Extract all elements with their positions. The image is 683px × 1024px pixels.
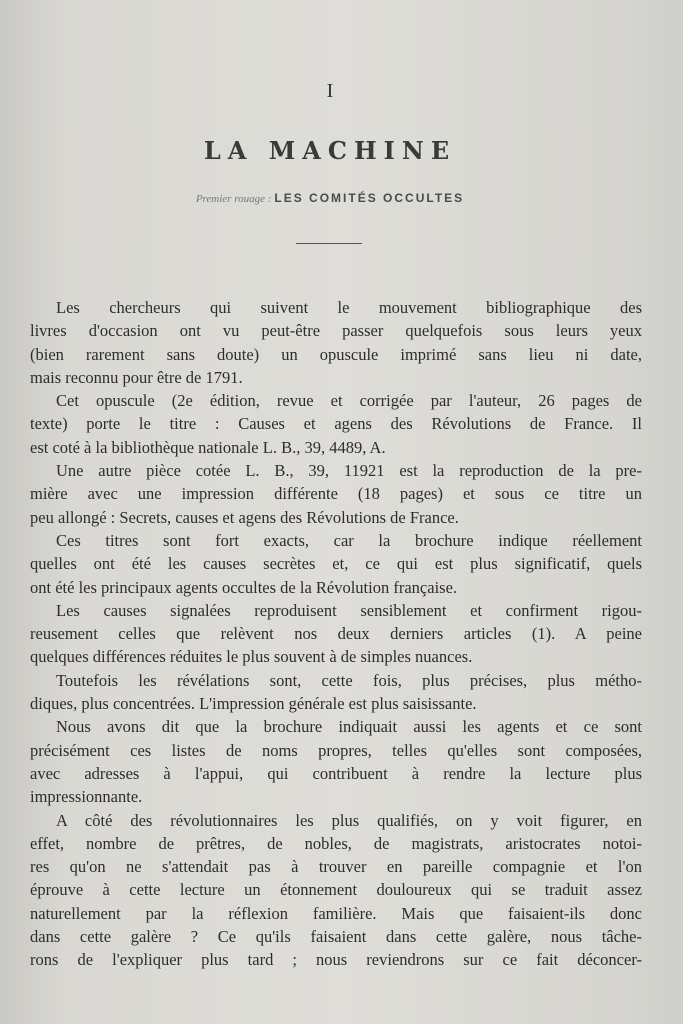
text-line: rons de l'expliquer plus tard ; nous reviendrons sur ce fait déconcer- (30, 950, 642, 970)
paragraph (30, 529, 642, 599)
text-line: dans cette galère ? Ce qu'ils faisaient dans cette galère, nous tâche- (30, 927, 642, 947)
text-line: naturellement par la réflexion familière. Mais que faisaient-ils donc (30, 903, 642, 923)
paragraph (30, 715, 642, 808)
text-line: texte) porte le titre : Causes et agens des Révolutions de France. Il (30, 414, 642, 434)
text-line: Nous avons dit que la brochure indiquait aussi les agents et ce sont (56, 717, 642, 737)
text-line: ont été les principaux agents occultes de la Révolution française. (30, 577, 458, 597)
paragraph (30, 669, 642, 716)
body-text (30, 296, 642, 972)
text-line: Les chercheurs qui suivent le mouvement bibliographique des (56, 298, 642, 317)
text-line: quelques différences réduites le plus souvent à de simples nuances. (30, 647, 473, 667)
title-divider (296, 243, 362, 244)
paragraph (30, 809, 642, 972)
chapter-title: LA MACHINE (203, 136, 457, 165)
text-line: avec adresses à l'appui, qui contribuent à rendre la lecture plus (30, 763, 642, 783)
text-line: mais reconnu pour être de 1791. (30, 367, 243, 387)
text-line: reusement celles que relèvent nos deux derniers articles (1). A peine (30, 624, 642, 644)
paragraph (30, 389, 642, 459)
paragraph (30, 296, 642, 389)
text-line: mière avec une impression différente (18 pages) et sous ce titre un (30, 484, 642, 504)
text-line: diques, plus concentrées. L'impression générale est plus saisissante. (30, 694, 477, 714)
text-line: Ces titres sont fort exacts, car la brochure indique réellement (56, 530, 642, 550)
text-line: Une autre pièce cotée L. B., 39, 11921 est la reproduction de la pre- (56, 461, 642, 481)
text-line: A côté des révolutionnaires les plus qualifiés, on y voit figurer, en (56, 810, 642, 830)
text-line: éprouve à cette lecture un étonnement douloureux qui se traduit assez (30, 880, 642, 900)
text-line: (bien rarement sans doute) un opuscule imprimé sans lieu ni date, (30, 344, 642, 364)
text-line: Toutefois les révélations sont, cette fois, plus précises, plus métho- (56, 670, 642, 690)
text-line: effet, nombre de prêtres, de nobles, de magistrats, aristocrates notoi- (30, 833, 642, 853)
text-line: livres d'occasion ont vu peut-être passer quelquefois sous leurs yeux (30, 321, 642, 341)
text-line: Les causes signalées reproduisent sensiblement et confirment rigou- (56, 600, 642, 620)
paragraph (30, 599, 642, 669)
subtitle-main: LES COMITÉS OCCULTES (274, 191, 465, 205)
text-line: est coté à la bibliothèque nationale L. B., 39, 4489, A. (30, 437, 386, 457)
text-line: précisément ces listes de noms propres, telles qu'elles sont composées, (30, 740, 642, 760)
chapter-subtitle (0, 191, 660, 206)
text-line: peu allongé : Secrets, causes et agens des Révolutions de France. (30, 507, 459, 527)
subtitle-lead: Premier rouage : (195, 193, 272, 205)
text-line: quelles ont été les causes secrètes et, ce qui est plus significatif, quels (30, 554, 642, 574)
paragraph (30, 459, 642, 529)
text-line: Cet opuscule (2e édition, revue et corrigée par l'auteur, 26 pages de (56, 391, 642, 411)
text-line: res qu'on ne s'attendait pas à trouver en pareille compagnie et l'on (30, 857, 642, 877)
text-line: impressionnante. (30, 787, 143, 807)
chapter-number: I (326, 80, 334, 102)
